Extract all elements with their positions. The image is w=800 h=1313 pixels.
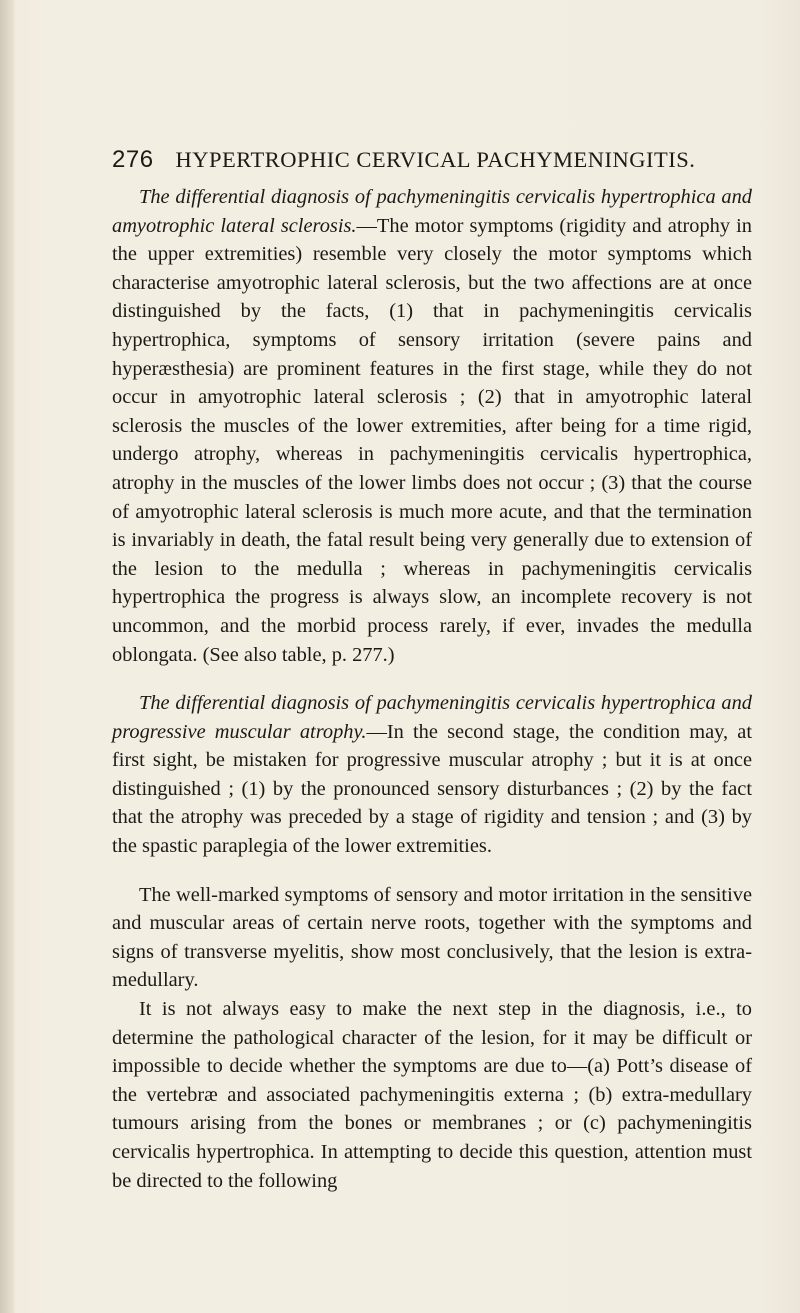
running-header [112,146,732,174]
paragraph-body: —The motor symptoms (rigidity and atrophy in the upper extremities) resemble very closely the motor symptoms which characterise amyotrophic lateral sclerosis, but the two affections are at once distinguished by the facts, (1) that in pachymeningitis cervicalis hypertrophica, symptoms of sensory irritation (severe pains and hyperæsthesia) are prominent features in the first stage, while they do not occur in amyotrophic lateral sclerosis ; (2) that in amyotrophic lateral sclerosis the muscles of the lower extremities, after being for a time rigid, undergo atrophy, whereas in pachymeningitis cervicalis hypertrophica, atrophy in the muscles of the lower limbs does not occur ; (3) that the course of amyotrophic lateral sclerosis is much more acute, and that the termination is invariably in death, the fatal result being very generally due to extension of the lesion to the medulla ; whereas in pachymeningitis cervicalis hypertrophica the progress is always slow, an incomplete recovery is not uncommon, and the morbid process rarely, if ever, invades the medulla oblongata. (See also table, p. 277.) [112,214,752,666]
paragraph-extra-medullary [112,881,752,995]
body-text [112,183,752,1195]
paragraph-differential-pma [112,689,752,861]
paragraph-body: —In the second stage, the condition may, at first sight, be mistaken for progressive muscular atrophy ; but it is at once distinguished ; (1) by the pronounced sensory disturbances ; (2) by the fact that the atrophy was preceded by a stage of rigidity and tension ; and (3) by the spastic paraplegia of the lower extremities. [112,720,752,858]
paragraph-italic-lead: The differential diagnosis of pachymeningitis cervicalis hypertrophica and progressive muscular atrophy. [112,692,752,743]
paragraph-body: It is not always easy to make the next step in the diagnosis, i.e., to determine the pathological character of the lesion, for it may be difficult or impossible to decide whether the symptoms are due to—(a) Pott’s disease of the vertebræ and associated pachymeningitis externa ; (b) extra-medullary tumours arising from the bones or membranes ; or (c) pachymeningitis cervicalis hypertrophica. In attempting to decide this question, attention must be directed to the following [112,998,752,1192]
page-number: 276 [112,146,154,173]
paragraph-body: The well-marked symptoms of sensory and motor irritation in the sensitive and muscular areas of certain nerve roots, together with the symptoms and signs of transverse myelitis, show most conclusively, that the lesion is extra-medullary. [112,883,752,992]
page-binding-edge [0,0,14,1313]
running-title: HYPERTROPHIC CERVICAL PACHYMENINGITIS. [175,147,696,172]
paragraph-pathological-character [112,995,752,1195]
paragraph-italic-lead: The differential diagnosis of pachymeningitis cervicalis hypertrophica and amyotrophic lateral sclerosis. [112,186,752,237]
paragraph-differential-als [112,183,752,669]
